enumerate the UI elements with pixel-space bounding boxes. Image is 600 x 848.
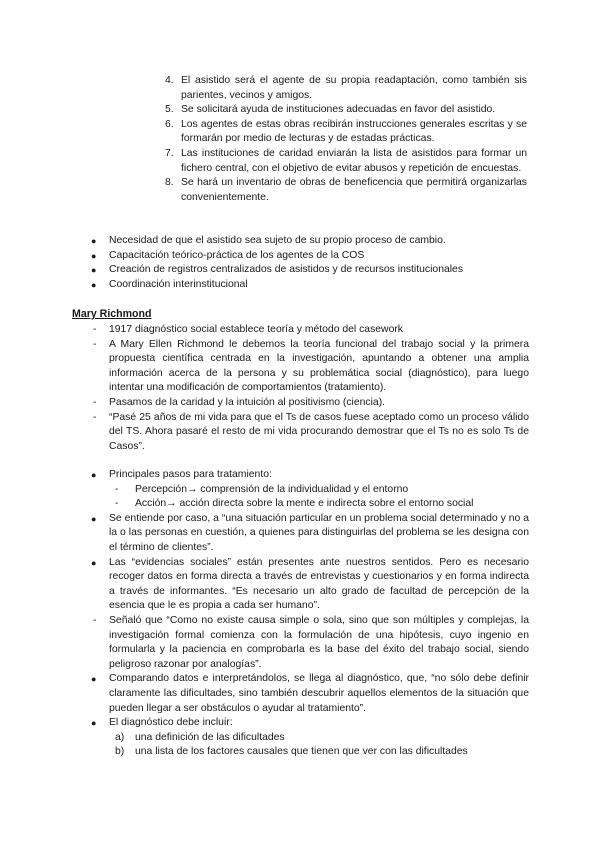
item-text: Las instituciones de caridad enviarán la lista de asistidos para formar un fichero central, con el objetivo de evitar abusos y repetición de encuestas. — [181, 147, 527, 174]
dash-marker: - — [93, 614, 97, 626]
item-number: 4. — [165, 75, 174, 86]
bullet-marker: ● — [91, 236, 97, 246]
dash-marker: - — [115, 498, 119, 510]
bullet-text: Creación de registros centralizados de asistidos y de recursos institucionales — [109, 264, 464, 276]
item-number: 5. — [165, 104, 174, 116]
list-item — [89, 411, 529, 455]
bullet-text: Necesidad de que el asistido sea sujeto de su propio proceso de cambio. — [109, 235, 446, 246]
diagnostico-item-text: una definición de las dificultades — [135, 731, 285, 743]
dash-text: A Mary Ellen Richmond le debemos la teoría funcional del trabajo social y la primera propuesta científica centrada en la investigación, apuntando a obtener una amplia información acerca de la persona y su problemática social (diagnóstico), para luego intentar una modificación de comportamientos (tratamiento). — [109, 338, 529, 394]
list-item — [89, 614, 529, 672]
list-item — [89, 323, 529, 338]
numbered-item — [165, 118, 527, 147]
item-number: 7. — [165, 147, 174, 159]
bullet-marker: ● — [91, 513, 97, 524]
dash-text: “Pasé 25 años de mi vida para que el Ts de casos fuese aceptado como un proceso válido del TS. Ahora pasaré el resto de mi vida procurando demostrar que el Ts no es solo Ts de Casos”. — [109, 411, 529, 452]
bullet-text: Capacitación teórico-práctica de los agentes de la COS — [109, 249, 365, 261]
sub-item — [115, 731, 529, 746]
item-text: El asistido será el agente de su propia readaptación, como también sis parientes, vecinos y amigos. — [181, 75, 527, 101]
dash-marker: - — [93, 324, 97, 335]
item-text: Se hará un inventario de obras de beneficencia que permitirá organizarlas convenientemente. — [181, 177, 527, 203]
treatment-section — [89, 468, 529, 760]
principales-label: Principales pasos para tratamiento: — [109, 469, 272, 480]
diagnostico-item-text: una lista de los factores causales que tienen que ver con las dificultades — [135, 746, 468, 758]
dash-marker: - — [93, 411, 97, 423]
numbered-item — [165, 74, 527, 103]
letter-marker: b) — [115, 746, 125, 758]
sub-item — [115, 745, 529, 760]
comparando-text: Comparando datos e interpretándolos, se llega al diagnóstico, que, “no sólo debe definir claramente las dificultades, sino también descubrir aquellos elementos de la situación que pueden llegar a ser obstáculos o ayudar al tratamiento”. — [109, 673, 529, 714]
bullet-marker: ● — [91, 718, 97, 729]
list-item — [89, 234, 529, 249]
step-text: Acción→ acción directa sobre la mente e indirecta sobre el entorno social — [135, 498, 474, 510]
item-number: 6. — [165, 118, 174, 130]
list-item — [89, 556, 529, 614]
dash-text: 1917 diagnóstico social establece teoría y método del casework — [109, 324, 403, 335]
list-item — [89, 263, 529, 278]
list-item — [89, 716, 529, 731]
senalo-text: Señaló que “Como no existe causa simple o sola, sino que son múltiples y complejas, la investigación formal comienza con la formulación de una hipótesis, cuyo ingenio en formularla y la paciencia en comprobarla es la base del éxito del trabajo social, siendo peligroso razonar por analogías”. — [109, 614, 529, 670]
dash-marker: - — [115, 483, 119, 495]
dash-marker: - — [93, 396, 97, 408]
numbered-list — [165, 74, 527, 205]
bullet-marker: ● — [91, 470, 97, 480]
bullet-marker: ● — [91, 250, 97, 261]
diagnostico-label: El diagnóstico debe incluir: — [109, 717, 233, 729]
list-item — [89, 512, 529, 556]
letter-marker: a) — [115, 731, 125, 743]
list-item — [89, 338, 529, 396]
bullet-text: Coordinación interinstitucional — [109, 278, 248, 290]
bullet-marker: ● — [91, 557, 97, 568]
item-text: Los agentes de estas obras recibirán instrucciones generales escritas y se formarán por medio de lecturas y de estadas prácticas. — [181, 118, 527, 145]
list-item — [89, 249, 529, 264]
item-number: 8. — [165, 177, 174, 189]
section-heading: Mary Richmond — [72, 308, 152, 320]
sub-item — [115, 483, 529, 498]
bullet-marker: ● — [91, 674, 97, 685]
numbered-item — [165, 176, 527, 205]
item-text: Se solicitará ayuda de instituciones adecuadas en favor del asistido. — [181, 104, 496, 116]
list-item — [89, 396, 529, 411]
list-item — [89, 468, 529, 483]
list-item — [89, 672, 529, 716]
bullet-marker: ● — [91, 265, 97, 276]
numbered-item — [165, 103, 527, 118]
evidencias-text: Las “evidencias sociales” están presentes ante nuestros sentidos. Pero es necesario recoger datos en forma directa a través de entrevistas y cuestionarios y en forma indirecta a través de informantes. “Es necesario un alto grado de facultad de percepción de la esencia que le es propia a cada ser humano”. — [109, 556, 529, 612]
richmond-dash-list — [89, 323, 529, 454]
dash-marker: - — [93, 338, 97, 350]
list-item — [89, 278, 529, 293]
caso-text: Se entiende por caso, a “una situación particular en un problema social determinado y no a la o las personas en cuestión, a quienes para distinguirlas del problema se les designa con el término de clientes”. — [109, 512, 529, 553]
sub-item — [115, 497, 529, 512]
summary-bullets — [89, 234, 529, 292]
numbered-item — [165, 147, 527, 176]
step-text: Percepción→ comprensión de la individualidad y el entorno — [135, 483, 409, 495]
bullet-marker: ● — [91, 279, 97, 290]
dash-text: Pasamos de la caridad y la intuición al positivismo (ciencia). — [109, 396, 386, 408]
